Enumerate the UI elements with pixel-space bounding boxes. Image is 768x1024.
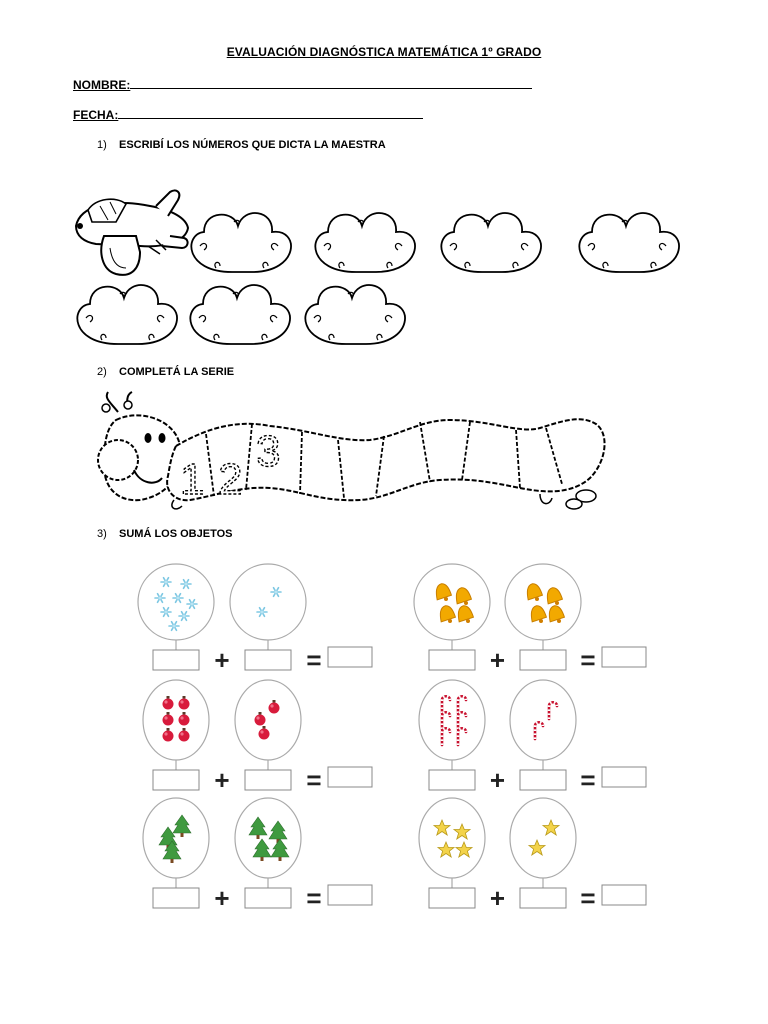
- equals-sign: =: [580, 645, 596, 675]
- answer-box[interactable]: [328, 647, 372, 667]
- question-1-number: 1): [97, 139, 107, 151]
- answer-box[interactable]: [520, 650, 566, 670]
- bubble-outline: [419, 798, 485, 878]
- equals-sign: =: [306, 765, 322, 795]
- answer-box[interactable]: [245, 888, 291, 908]
- answer-box[interactable]: [602, 767, 646, 787]
- object-bubble: [143, 798, 209, 888]
- series-number: 3: [256, 427, 281, 476]
- plus-sign: +: [489, 645, 506, 675]
- bubble-outline: [414, 564, 490, 640]
- bubble-outline: [143, 798, 209, 878]
- number-cloud[interactable]: [305, 285, 405, 344]
- page-title: EVALUACIÓN DIAGNÓSTICA MATEMÁTICA 1º GRADO: [226, 45, 542, 59]
- answer-box[interactable]: [602, 885, 646, 905]
- answer-box[interactable]: [328, 885, 372, 905]
- answer-box[interactable]: [429, 650, 475, 670]
- number-cloud[interactable]: [191, 213, 291, 272]
- addition-problem: [143, 798, 372, 913]
- plus-sign: +: [214, 765, 230, 795]
- answer-box[interactable]: [245, 770, 291, 790]
- question-3-text: SUMÁ LOS OBJETOS: [119, 528, 233, 540]
- answer-box[interactable]: [429, 888, 475, 908]
- caterpillar-feet: [566, 490, 596, 509]
- answer-box[interactable]: [328, 767, 372, 787]
- caterpillar-illustration: [98, 392, 605, 509]
- question-2-number: 2): [97, 366, 107, 378]
- number-cloud[interactable]: [190, 285, 290, 344]
- number-cloud[interactable]: [77, 285, 177, 344]
- addition-problem: [419, 798, 646, 913]
- date-label: FECHA:: [73, 108, 119, 122]
- bubble-outline: [235, 680, 301, 760]
- object-bubble: [419, 680, 485, 770]
- object-bubble: [230, 564, 306, 650]
- bubble-outline: [143, 680, 209, 760]
- bubble-outline: [510, 798, 576, 878]
- name-label: NOMBRE:: [73, 78, 131, 92]
- object-bubble: [510, 680, 576, 770]
- series-number: 1: [180, 455, 205, 504]
- answer-box[interactable]: [153, 888, 199, 908]
- answer-box[interactable]: [602, 647, 646, 667]
- bubble-outline: [510, 680, 576, 760]
- answer-box[interactable]: [245, 650, 291, 670]
- answer-box[interactable]: [153, 650, 199, 670]
- answer-box[interactable]: [429, 770, 475, 790]
- addition-problem: [143, 680, 372, 795]
- series-number: 2: [218, 455, 243, 504]
- number-cloud[interactable]: [579, 213, 679, 272]
- answer-box[interactable]: [153, 770, 199, 790]
- answer-box[interactable]: [520, 770, 566, 790]
- addition-problem: [414, 564, 646, 675]
- equals-sign: =: [580, 883, 596, 913]
- equals-sign: =: [306, 883, 322, 913]
- addition-problem: [138, 564, 372, 675]
- plus-sign: +: [489, 765, 506, 795]
- bubble-outline: [505, 564, 581, 640]
- bubble-outline: [230, 564, 306, 640]
- question-1-text: ESCRIBÍ LOS NÚMEROS QUE DICTA LA MAESTRA: [119, 139, 386, 151]
- question-2-text: COMPLETÁ LA SERIE: [119, 366, 235, 378]
- object-bubble: [414, 564, 490, 650]
- bubble-outline: [419, 680, 485, 760]
- addition-problem: [419, 680, 646, 795]
- plus-sign: +: [214, 645, 230, 675]
- number-cloud[interactable]: [315, 213, 415, 272]
- equals-sign: =: [580, 765, 596, 795]
- object-bubble: [510, 798, 576, 888]
- object-bubble: [138, 564, 214, 650]
- sum-exercises: [138, 564, 646, 913]
- answer-box[interactable]: [520, 888, 566, 908]
- airplane-illustration: [76, 190, 188, 274]
- equals-sign: =: [306, 645, 322, 675]
- plus-sign: +: [214, 883, 230, 913]
- question-3-number: 3): [97, 528, 107, 540]
- number-cloud[interactable]: [441, 213, 541, 272]
- object-bubble: [505, 564, 581, 650]
- plus-sign: +: [489, 883, 506, 913]
- object-bubble: [235, 680, 301, 770]
- bubble-outline: [235, 798, 301, 878]
- object-bubble: [143, 680, 209, 770]
- object-bubble: [419, 798, 485, 888]
- object-bubble: [235, 798, 301, 888]
